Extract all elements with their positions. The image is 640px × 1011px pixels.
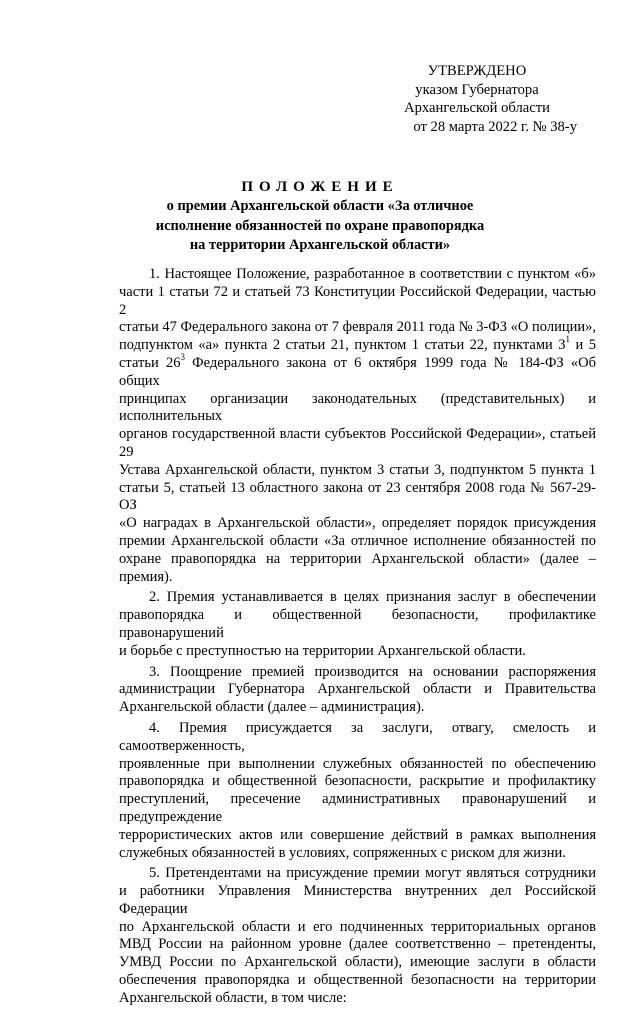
text-line: администрации Губернатора Архангельской области и Правительства <box>119 681 596 698</box>
text-line: премии Архангельской области «За отличное исполнение обязанностей по <box>119 532 596 549</box>
text-line: части 1 статьи 72 и статьей 73 Конституции Российской Федерации, частью 2 <box>119 283 596 318</box>
text-line: Архангельской области (далее – администрация). <box>119 699 425 716</box>
text-segment: подпунктом «а» пункта 2 статьи 21, пунктом 1 статьи 22, пунктами 3 <box>119 337 566 354</box>
text-line: и работники Управления Министерства внутренних дел Российской Федерации <box>119 883 596 917</box>
text-line: по Архангельской области и его подчиненных территориальных органов <box>119 918 596 935</box>
text-segment: и 5 <box>570 337 596 354</box>
title-subtitle-line: о премии Архангельской области «За отличное <box>166 198 474 214</box>
approval-stamp <box>317 62 577 136</box>
text-line: 1. Настоящее Положение, разработанное в соответствии с пунктом «б» <box>149 266 596 282</box>
text-line: статьи 5, статьей 13 областного закона от 23 сентября 2008 года № 567-29-ОЗ <box>119 479 596 514</box>
text-line: Устава Архангельской области, пунктом 3 статьи 3, подпунктом 5 пункта 1 <box>119 461 596 478</box>
text-line: преступлений, пресечение административных правонарушений и предупреждение <box>119 791 596 825</box>
title-subtitle-line: на территории Архангельской области» <box>189 237 451 253</box>
text-segment: Федерального закона от 6 октября 1999 года № 184-ФЗ «Об общих <box>119 354 596 389</box>
paragraph-4 <box>119 720 596 862</box>
text-segment: статьи 26 <box>119 354 181 371</box>
approval-heading: УТВЕРЖДЕНО <box>427 63 527 79</box>
text-line <box>119 352 596 391</box>
superscript: 1 <box>565 334 571 345</box>
title-subtitle <box>100 197 540 256</box>
text-line <box>119 334 596 355</box>
approval-issuer: указом Губернатора <box>415 81 539 98</box>
text-line: и борьбе с преступностью на территории Архангельской области. <box>119 642 526 659</box>
text-line: 3. Поощрение премией производится на основании распоряжения <box>149 663 596 680</box>
text-line: статьи 47 Федерального закона от 7 февраля 2011 года № 3-ФЗ «О полиции», <box>119 319 596 336</box>
text-line: Архангельской области, в том числе: <box>119 989 347 1006</box>
text-line: МВД России на районном уровне (далее соответственно – претенденты, <box>119 936 596 953</box>
text-line: органов государственной власти субъектов Российской Федерации», статьей 29 <box>119 426 596 460</box>
document-body <box>119 266 596 1011</box>
paragraph-5 <box>119 865 596 1007</box>
text-line: 5. Претендентами на присуждение премии могут являться сотрудники <box>149 865 596 882</box>
approval-date: от 28 марта 2022 г. № 38-у <box>413 118 577 135</box>
text-line: проявленные при выполнении служебных обязанностей по обеспечению <box>119 755 596 772</box>
paragraph-2 <box>119 589 596 660</box>
text-line: террористических актов или совершение действий в рамках выполнения <box>119 826 596 843</box>
text-line: 2. Премия устанавливается в целях признания заслуг в обеспечении <box>149 589 596 606</box>
document-title <box>100 178 540 256</box>
approval-region: Архангельской области <box>404 100 550 116</box>
text-line: правопорядка и общественной безопасности, раскрытие и профилактику <box>119 773 596 790</box>
text-line: принципах организации законодательных (представительных) и исполнительных <box>119 390 596 425</box>
paragraph-1 <box>119 266 596 586</box>
title-main: ПОЛОЖЕНИЕ <box>241 179 399 195</box>
paragraph-3 <box>119 664 596 717</box>
text-line: 4. Премия присуждается за заслуги, отвагу, смелость и самоотверженность, <box>119 719 596 754</box>
title-subtitle-line: исполнение обязанностей по охране правопорядка <box>155 217 485 234</box>
text-line: «О наградах в Архангельской области», определяет порядок присуждения <box>119 515 596 532</box>
text-line: обеспечения правопорядка и общественной безопасности на территории <box>119 972 596 989</box>
superscript: 3 <box>180 352 185 363</box>
text-line: правопорядка и общественной безопасности, профилактике правонарушений <box>119 607 596 641</box>
text-line: служебных обязанностей в условиях, сопряженных с риском для жизни. <box>119 844 566 861</box>
text-line: УМВД России по Архангельской области), имеющие заслуги в области <box>119 954 596 971</box>
text-line: охране правопорядка на территории Архангельской области» (далее – премия). <box>119 550 596 585</box>
